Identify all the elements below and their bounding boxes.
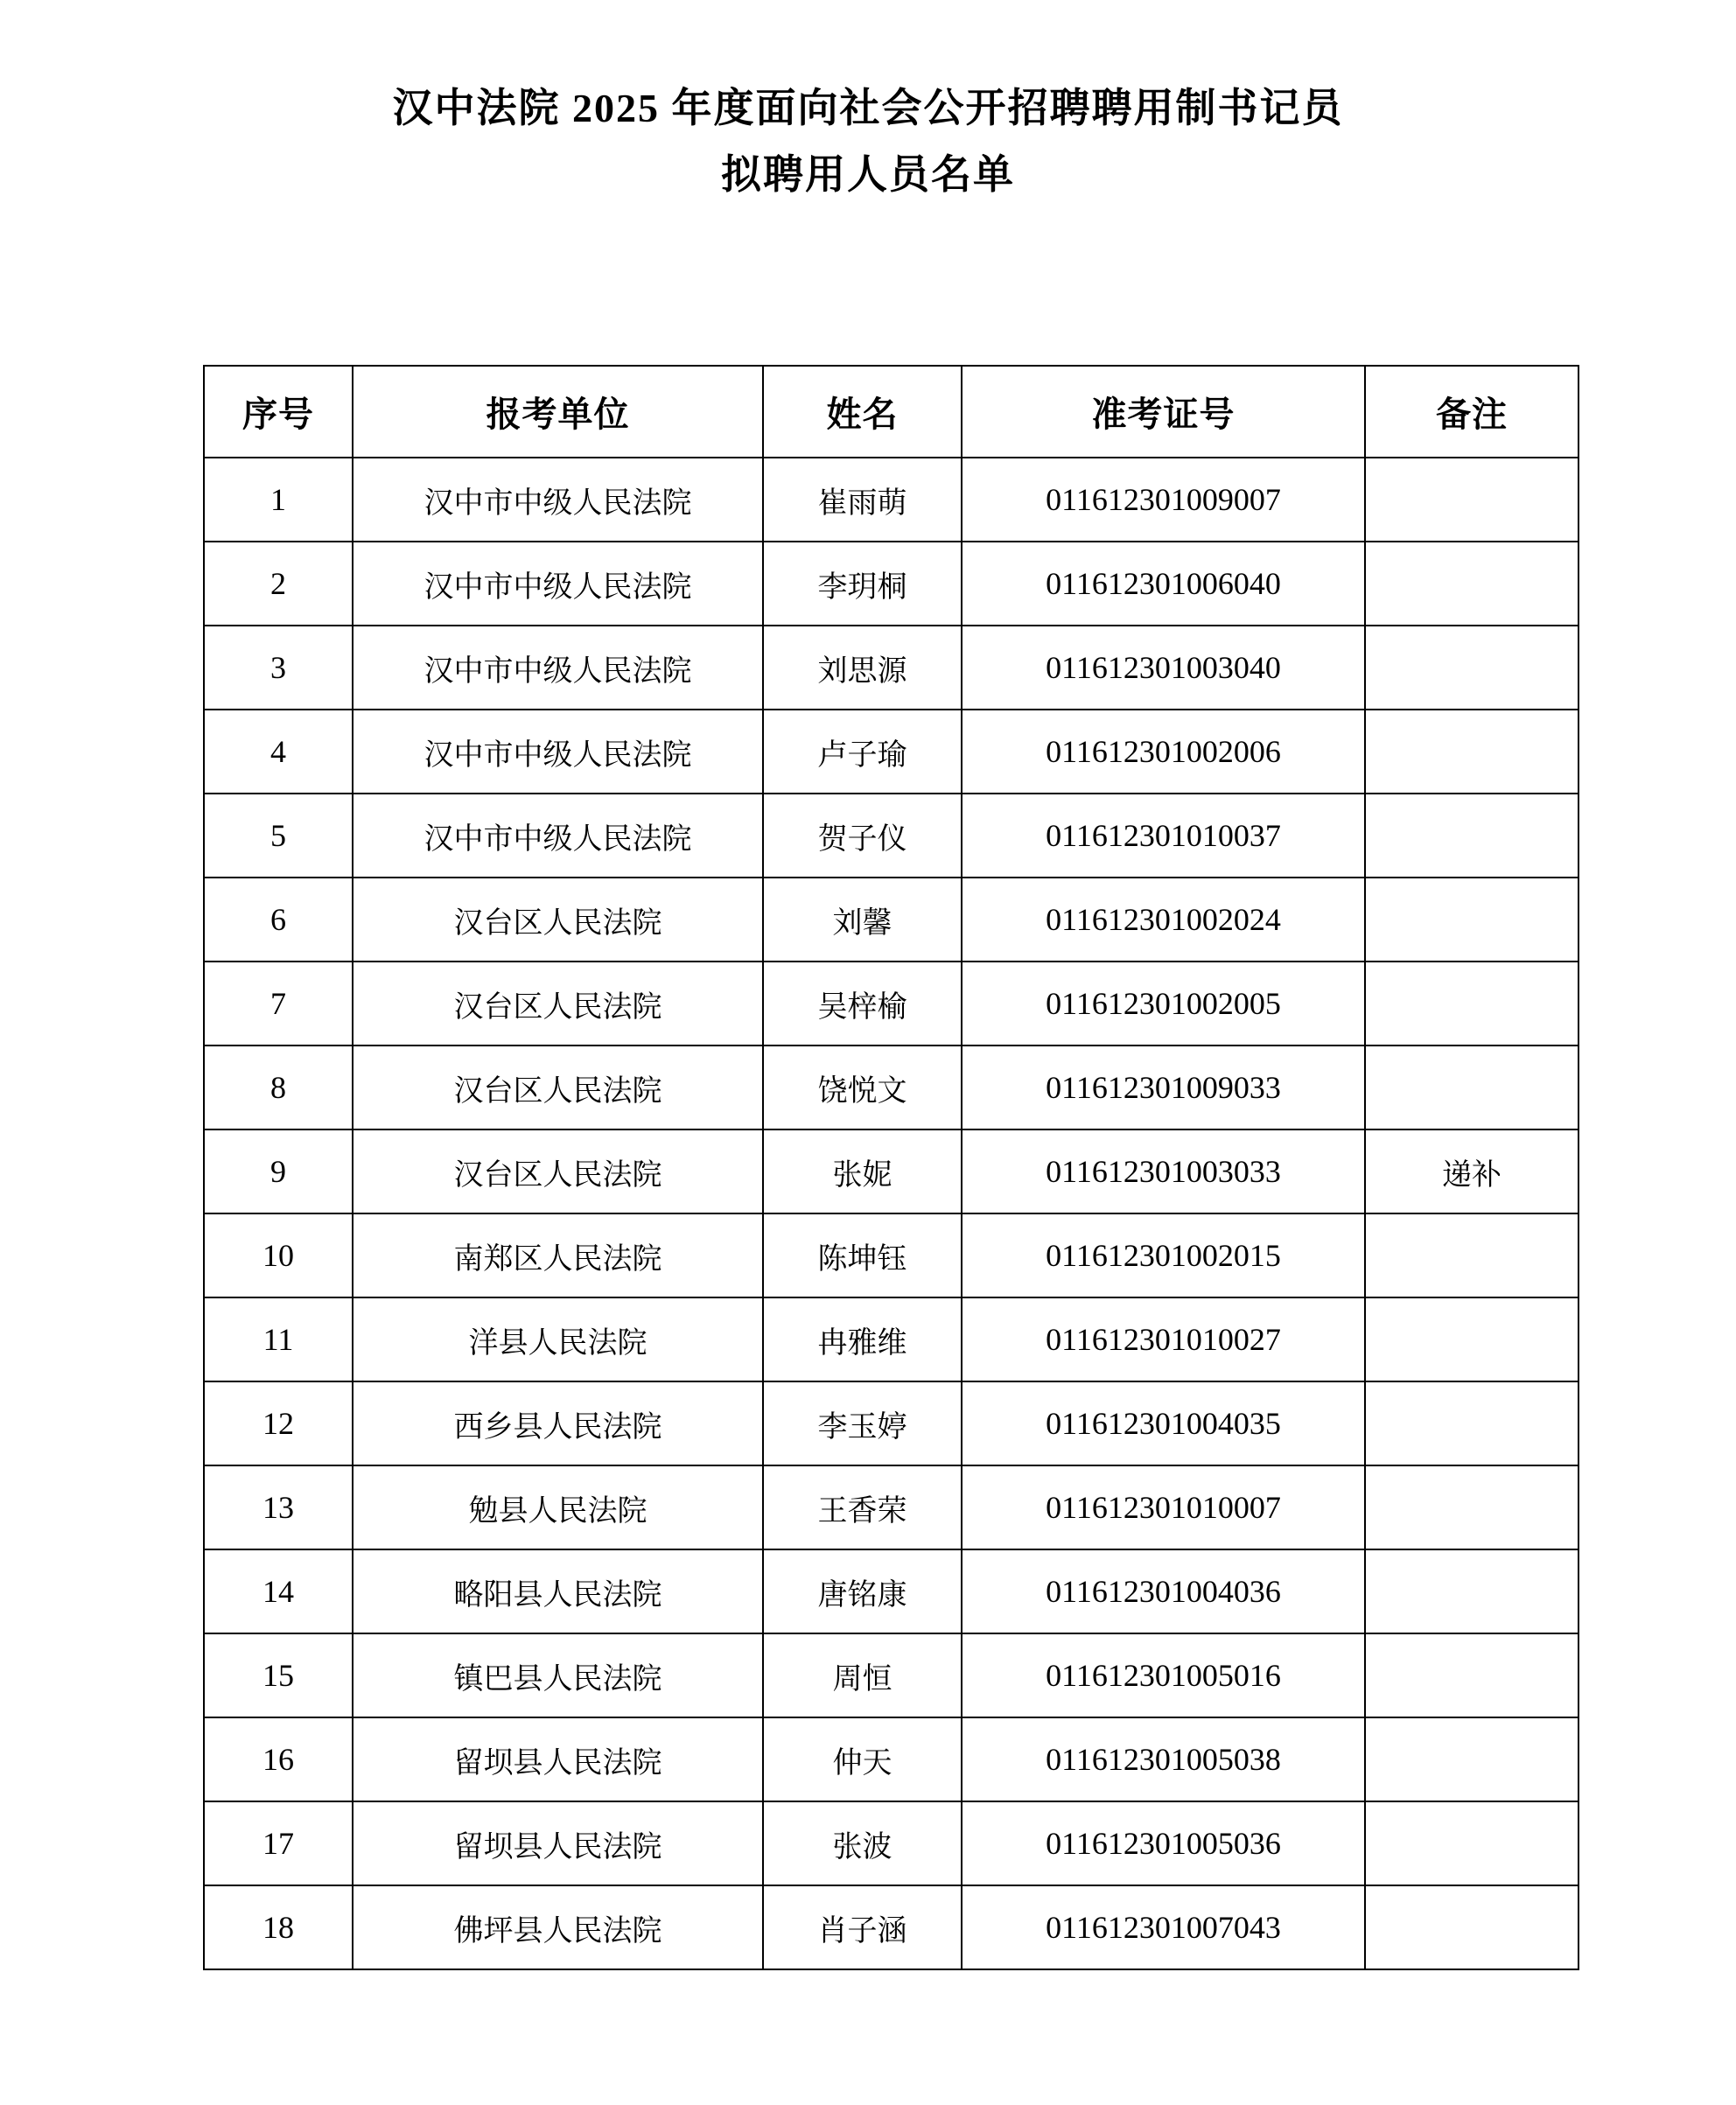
table-row [204,1046,1578,1129]
cell-ticket: 011612301006040 [962,542,1365,626]
cell-unit: 汉台区人民法院 [353,878,763,962]
cell-name: 周恒 [763,1633,962,1717]
cell-ticket: 011612301002006 [962,710,1365,794]
cell-index: 9 [204,1129,353,1213]
cell-ticket: 011612301002024 [962,878,1365,962]
cell-remark [1365,1046,1578,1129]
cell-name: 吴梓榆 [763,962,962,1046]
cell-index: 2 [204,542,353,626]
cell-unit: 镇巴县人民法院 [353,1633,763,1717]
cell-name: 李玉婷 [763,1381,962,1465]
cell-index: 10 [204,1213,353,1297]
cell-unit: 留坝县人民法院 [353,1801,763,1885]
table-row [204,1633,1578,1717]
cell-remark [1365,1717,1578,1801]
cell-remark [1365,1381,1578,1465]
cell-unit: 汉中市中级人民法院 [353,542,763,626]
header-index: 序号 [204,366,353,458]
table-row [204,1129,1578,1213]
table-row [204,1297,1578,1381]
cell-remark [1365,1885,1578,1969]
header-ticket: 准考证号 [962,366,1365,458]
table-row [204,1885,1578,1969]
cell-index: 13 [204,1465,353,1549]
cell-unit: 汉台区人民法院 [353,1129,763,1213]
cell-remark [1365,794,1578,878]
cell-unit: 佛坪县人民法院 [353,1885,763,1969]
cell-name: 刘馨 [763,878,962,962]
cell-unit: 西乡县人民法院 [353,1381,763,1465]
cell-remark [1365,1633,1578,1717]
cell-name: 贺子仪 [763,794,962,878]
header-row [204,366,1578,458]
table-row [204,878,1578,962]
cell-remark [1365,1213,1578,1297]
header-remark: 备注 [1365,366,1578,458]
cell-name: 张妮 [763,1129,962,1213]
cell-remark: 递补 [1365,1129,1578,1213]
cell-ticket: 011612301009007 [962,458,1365,542]
header-name: 姓名 [763,366,962,458]
cell-index: 11 [204,1297,353,1381]
header-unit: 报考单位 [353,366,763,458]
table-row [204,1381,1578,1465]
table-row [204,542,1578,626]
cell-name: 冉雅维 [763,1297,962,1381]
cell-name: 张波 [763,1801,962,1885]
document-title-line2: 拟聘用人员名单 [721,152,1015,197]
cell-unit: 南郑区人民法院 [353,1213,763,1297]
cell-ticket: 011612301002015 [962,1213,1365,1297]
cell-unit: 汉台区人民法院 [353,962,763,1046]
cell-index: 17 [204,1801,353,1885]
cell-name: 李玥桐 [763,542,962,626]
cell-ticket: 011612301010007 [962,1465,1365,1549]
cell-index: 8 [204,1046,353,1129]
cell-index: 12 [204,1381,353,1465]
cell-index: 16 [204,1717,353,1801]
table-row [204,626,1578,710]
cell-index: 5 [204,794,353,878]
document-title-line1: 汉中法院 2025 年度面向社会公开招聘聘用制书记员 [392,86,1344,130]
cell-name: 肖子涵 [763,1885,962,1969]
table-row [204,710,1578,794]
cell-name: 崔雨萌 [763,458,962,542]
cell-index: 6 [204,878,353,962]
cell-remark [1365,626,1578,710]
document-title [0,77,1736,206]
roster-table [203,365,1579,1970]
table-row [204,1717,1578,1801]
cell-ticket: 011612301005038 [962,1717,1365,1801]
cell-index: 4 [204,710,353,794]
cell-ticket: 011612301004035 [962,1381,1365,1465]
cell-name: 唐铭康 [763,1549,962,1633]
roster-table-body [204,458,1578,1969]
cell-unit: 略阳县人民法院 [353,1549,763,1633]
table-row [204,1801,1578,1885]
cell-remark [1365,710,1578,794]
cell-remark [1365,962,1578,1046]
cell-name: 饶悦文 [763,1046,962,1129]
table-row [204,458,1578,542]
cell-ticket: 011612301010027 [962,1297,1365,1381]
cell-ticket: 011612301009033 [962,1046,1365,1129]
cell-index: 15 [204,1633,353,1717]
cell-remark [1365,1801,1578,1885]
table-row [204,1213,1578,1297]
cell-name: 卢子瑜 [763,710,962,794]
cell-ticket: 011612301010037 [962,794,1365,878]
cell-index: 7 [204,962,353,1046]
table-row [204,1465,1578,1549]
cell-ticket: 011612301005016 [962,1633,1365,1717]
cell-unit: 汉台区人民法院 [353,1046,763,1129]
cell-index: 3 [204,626,353,710]
cell-ticket: 011612301003040 [962,626,1365,710]
cell-ticket: 011612301004036 [962,1549,1365,1633]
cell-unit: 汉中市中级人民法院 [353,794,763,878]
cell-unit: 汉中市中级人民法院 [353,626,763,710]
cell-unit: 勉县人民法院 [353,1465,763,1549]
table-row [204,962,1578,1046]
cell-name: 刘思源 [763,626,962,710]
cell-unit: 留坝县人民法院 [353,1717,763,1801]
cell-remark [1365,1549,1578,1633]
cell-unit: 汉中市中级人民法院 [353,458,763,542]
table-row [204,1549,1578,1633]
cell-ticket: 011612301007043 [962,1885,1365,1969]
cell-name: 仲天 [763,1717,962,1801]
cell-name: 陈坤钰 [763,1213,962,1297]
cell-remark [1365,1465,1578,1549]
cell-remark [1365,542,1578,626]
cell-unit: 洋县人民法院 [353,1297,763,1381]
cell-ticket: 011612301005036 [962,1801,1365,1885]
cell-name: 王香荣 [763,1465,962,1549]
cell-ticket: 011612301002005 [962,962,1365,1046]
table-row [204,794,1578,878]
cell-index: 1 [204,458,353,542]
cell-remark [1365,458,1578,542]
cell-ticket: 011612301003033 [962,1129,1365,1213]
cell-remark [1365,878,1578,962]
roster-table-header [204,366,1578,458]
cell-index: 14 [204,1549,353,1633]
cell-unit: 汉中市中级人民法院 [353,710,763,794]
cell-index: 18 [204,1885,353,1969]
cell-remark [1365,1297,1578,1381]
